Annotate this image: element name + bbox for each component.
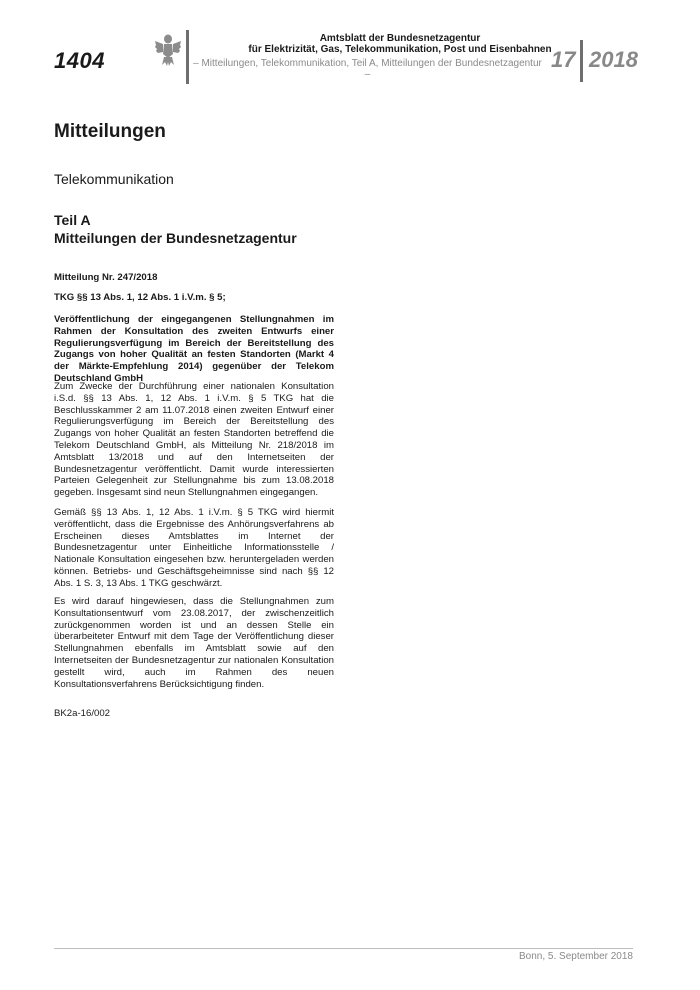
- section-subtitle: Telekommunikation: [54, 171, 174, 187]
- part-title: Mitteilungen der Bundesnetzagentur: [54, 230, 297, 246]
- footer-place-date: Bonn, 5. September 2018: [519, 951, 633, 962]
- page-number: 1404: [54, 48, 105, 73]
- publication-title: Amtsblatt der Bundesnetzagentur: [319, 33, 481, 44]
- section-breadcrumb: – Mitteilungen, Telekommunikation, Teil A, Mitteilungen der Bundesnetzagentur –: [193, 58, 542, 80]
- federal-eagle-icon: [154, 32, 182, 68]
- publication-subtitle: für Elektrizität, Gas, Telekommunikation, Post und Eisenbahnen: [248, 44, 552, 55]
- notice-heading: Veröffentlichung der eingegangenen Stellungnahmen im Rahmen der Konsultation des zweiten Entwurfs einer Regulierungsverfügung im Bereich der Bereitstellung des Zugangs von hoher Qualität an festen Standorten (Markt 4 der Märkte-Empfehlung 2014) gegenüber der Telekom Deutschland GmbH: [54, 314, 334, 384]
- header-divider-left: [186, 30, 189, 84]
- notice-number: Mitteilung Nr. 247/2018: [54, 272, 158, 283]
- page-title: Mitteilungen: [54, 121, 166, 142]
- issue-year: 2018: [589, 47, 638, 72]
- body-paragraph-1: Zum Zwecke der Durchführung einer nationalen Konsultation i.S.d. §§ 13 Abs. 1, 12 Abs. 1 i.V.m. § 5 TKG hat die Beschlusskammer 2 am 11.07.2018 einen zweiten Entwurf einer Regulierungsverfügung im Bereich der Bereitstellung des Zugangs von hoher Qualität an festen Standorten betreffend die Telekom Deutschland GmbH, als Mitteilung Nr. 218/2018 im Amtsblatt 13/2018 und auf den Internetseiten der Bundesnetzagentur veröffentlicht. Damit wurde interessierten Parteien Gelegenheit zur Stellungnahme bis zum 13.08.2018 gegeben. Insgesamt sind neun Stellungnahmen eingegangen.: [54, 381, 334, 499]
- part-label: Teil A: [54, 212, 91, 228]
- body-paragraph-2: Gemäß §§ 13 Abs. 1, 12 Abs. 1 i.V.m. § 5 TKG wird hiermit veröffentlicht, dass die Ergebnisse des Anhörungsverfahrens ab Erscheinen dieses Amtsblattes im Internet der Bundesnetzagentur unter Einheitliche Informationsstelle / Nationale Konsultation eingesehen bzw. heruntergeladen werden können. Betriebs- und Geschäftsgeheimnisse sind nach §§ 12 Abs. 1 S. 3, 13 Abs. 1 TKG geschwärzt.: [54, 507, 334, 589]
- reference-code: BK2a-16/002: [54, 708, 111, 719]
- legal-basis: TKG §§ 13 Abs. 1, 12 Abs. 1 i.V.m. § 5;: [54, 292, 226, 303]
- footer-rule: [54, 948, 633, 949]
- body-paragraph-3: Es wird darauf hingewiesen, dass die Stellungnahmen zum Konsultationsentwurf vom 23.08.2017, der zwischenzeitlich zurückgenommen worden ist und an dessen Stelle ein überarbeiteter Entwurf mit dem Tage der Veröffentlichung dieser Stellungnahmen ebenfalls im Amtsblatt sowie auf den Internetseiten der Bundesnetzagentur zur nationalen Konsultation gestellt wird, auch im Rahmen des neuen Konsultationsverfahrens Berücksichtigung finden.: [54, 596, 334, 690]
- issue-number: 17: [551, 47, 576, 72]
- header-divider-right: [580, 40, 583, 82]
